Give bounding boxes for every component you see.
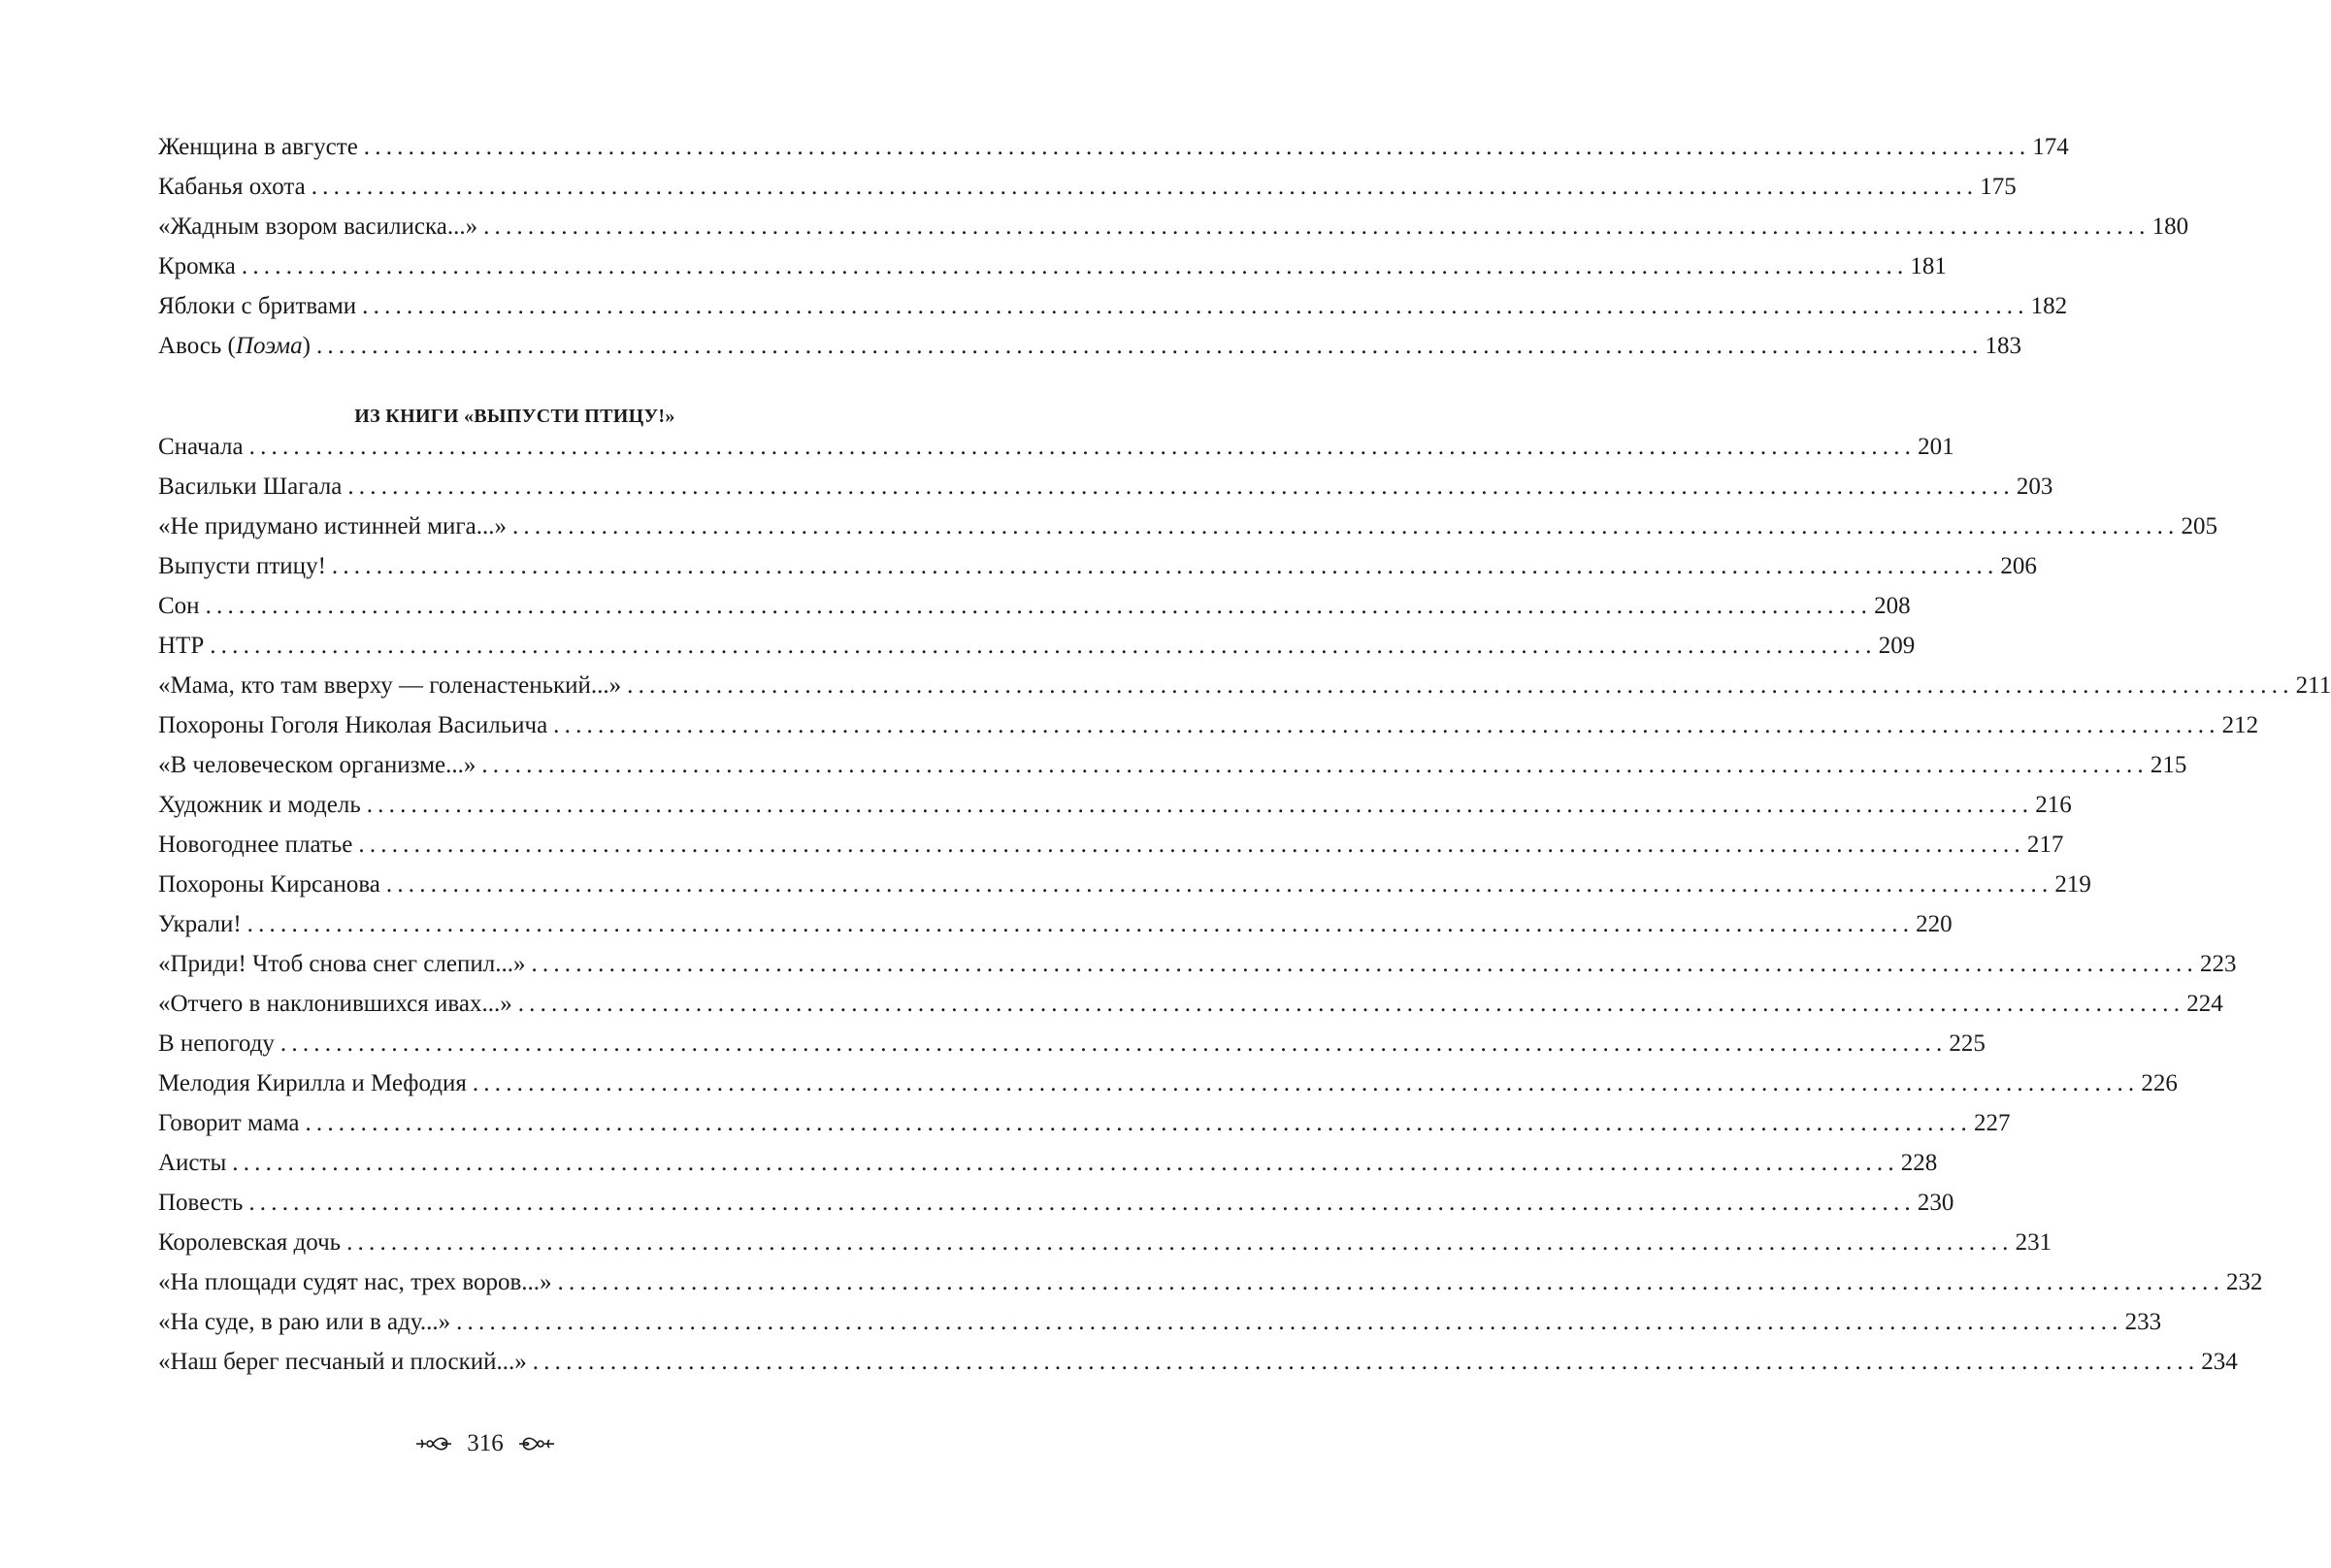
- toc-entry-page: 231: [2015, 1229, 2052, 1256]
- toc-entry-title: Женщина в августе: [158, 134, 358, 160]
- dot-leader: ......................................................................................................................................................: [347, 474, 2015, 500]
- dot-leader: ......................................................................................................................................................: [358, 832, 2025, 858]
- dot-leader: ......................................................................................................................................................: [456, 1309, 2123, 1335]
- toc-entry: [158, 904, 1953, 944]
- toc-entry-page: 216: [2035, 792, 2072, 818]
- toc-entry: [158, 1063, 2178, 1103]
- toc-entry-title: «Не придумано истинней мига...»: [158, 513, 507, 539]
- dot-leader: ......................................................................................................................................................: [248, 434, 1917, 460]
- toc-entry-page: 180: [2151, 213, 2189, 240]
- toc-entry-page: 205: [2181, 513, 2217, 539]
- toc-entry: [158, 586, 1911, 626]
- toc-entry: [158, 506, 2217, 546]
- toc-entry: [158, 167, 2017, 207]
- dot-leader: ......................................................................................................................................................: [385, 871, 2053, 898]
- toc-entry-page: 182: [2030, 293, 2068, 319]
- dot-leader: ......................................................................................................................................................: [362, 293, 2029, 319]
- toc-entry-page: 203: [2016, 474, 2053, 500]
- dot-leader: ......................................................................................................................................................: [531, 951, 2198, 977]
- toc-entry: [158, 207, 2189, 246]
- toc-entry-page: 224: [2186, 991, 2223, 1017]
- dot-leader: ......................................................................................................................................................: [483, 213, 2150, 240]
- toc-entry: [158, 865, 2091, 904]
- toc-entry-page: 175: [1980, 174, 2017, 200]
- dot-leader: ......................................................................................................................................................: [481, 752, 2149, 778]
- toc-entry: [158, 1302, 2162, 1342]
- toc-entry-page: 215: [2150, 752, 2187, 778]
- toc-entry-title: Королевская дочь: [158, 1229, 342, 1256]
- dot-leader: ......................................................................................................................................................: [346, 1229, 2014, 1256]
- ornament-flourish-right-icon: [517, 1433, 556, 1454]
- toc-entry: [158, 326, 2021, 366]
- toc-entry-page: 233: [2124, 1309, 2162, 1335]
- dot-leader: ......................................................................................................................................................: [205, 593, 1873, 619]
- toc-entry-page: 230: [1917, 1190, 1954, 1216]
- page-footer: [0, 1430, 970, 1457]
- dot-leader: ......................................................................................................................................................: [472, 1070, 2140, 1096]
- dot-leader: ......................................................................................................................................................: [279, 1030, 1948, 1057]
- toc-entry-page: 232: [2226, 1269, 2263, 1295]
- toc-entry-page: 219: [2054, 871, 2091, 898]
- dot-leader: ......................................................................................................................................................: [517, 991, 2185, 1017]
- toc-entry-title: Авось (Поэма): [158, 333, 311, 359]
- toc-list-section: [158, 427, 2331, 1382]
- toc-entry-title: Новогоднее платье: [158, 832, 353, 858]
- toc-entry-page: 212: [2221, 712, 2259, 738]
- toc-entry-page: 206: [2000, 553, 2037, 579]
- dot-leader: ......................................................................................................................................................: [305, 1110, 1972, 1136]
- dot-leader: ......................................................................................................................................................: [366, 792, 2034, 818]
- toc-entry-title: «На площади судят нас, трех воров...»: [158, 1269, 552, 1295]
- toc-entry-title: В непогоду: [158, 1030, 275, 1057]
- toc-entry-title: «Жадным взором василиска...»: [158, 213, 478, 240]
- toc-entry: [158, 825, 2064, 865]
- toc-entry: [158, 1103, 2011, 1143]
- toc-entry-title: Украли!: [158, 911, 242, 937]
- dot-leader: ......................................................................................................................................................: [363, 134, 2031, 160]
- toc-entry-page: 174: [2032, 134, 2069, 160]
- toc-entry-page: 208: [1874, 593, 1911, 619]
- dot-leader: ......................................................................................................................................................: [511, 513, 2180, 539]
- toc-entry-title: Сначала: [158, 434, 244, 460]
- toc-list-top: [158, 127, 2189, 366]
- toc-entry: [158, 467, 2053, 506]
- toc-entry: [158, 546, 2037, 586]
- dot-leader: ......................................................................................................................................................: [627, 672, 2294, 699]
- dot-leader: ......................................................................................................................................................: [210, 633, 1877, 659]
- toc-entry-title: Кабанья охота: [158, 174, 306, 200]
- dot-leader: ......................................................................................................................................................: [557, 1269, 2225, 1295]
- toc-entry-title: Аисты: [158, 1150, 227, 1176]
- dot-leader: ......................................................................................................................................................: [532, 1349, 2200, 1375]
- toc-entry: [158, 1024, 1986, 1063]
- toc-entry: [158, 666, 2331, 705]
- toc-entry-page: 181: [1910, 253, 1947, 279]
- toc-entry-title: Выпусти птицу!: [158, 553, 326, 579]
- toc-entry-page: 225: [1949, 1030, 1986, 1057]
- toc-entry-page: 220: [1916, 911, 1953, 937]
- toc-entry-page: 228: [1900, 1150, 1938, 1176]
- toc-entry-title: Художник и модель: [158, 792, 361, 818]
- toc-entry-title: Говорит мама: [158, 1110, 300, 1136]
- toc-entry-title: «Приди! Чтоб снова снег слепил...»: [158, 951, 526, 977]
- toc-entry-title: «В человеческом организме...»: [158, 752, 476, 778]
- toc-entry: [158, 286, 2068, 326]
- toc-entry-title: Сон: [158, 593, 200, 619]
- toc-entry-title: «Мама, кто там вверху — голенастенький...»: [158, 672, 622, 699]
- toc-entry-page: 211: [2295, 672, 2331, 699]
- toc-entry-page: 217: [2026, 832, 2064, 858]
- toc-entry: [158, 127, 2069, 167]
- toc-entry-page: 223: [2199, 951, 2237, 977]
- toc-entry-page: 234: [2201, 1349, 2238, 1375]
- toc-entry-title-italic: Поэма: [235, 333, 303, 359]
- toc-entry: [158, 1342, 2238, 1382]
- toc-entry: [158, 1262, 2263, 1302]
- toc-entry-title: «На суде, в раю или в аду...»: [158, 1309, 451, 1335]
- dot-leader: ......................................................................................................................................................: [248, 1190, 1916, 1216]
- toc-entry-title: Кромка: [158, 253, 236, 279]
- toc-entry-title: «Отчего в наклонившихся ивах...»: [158, 991, 512, 1017]
- toc-entry: [158, 626, 1916, 666]
- toc-entry-title: «Наш берег песчаный и плоский...»: [158, 1349, 527, 1375]
- dot-leader: ......................................................................................................................................................: [553, 712, 2220, 738]
- toc-entry-title: НТР: [158, 633, 205, 659]
- toc-entry-page: 183: [1985, 333, 2021, 359]
- toc-entry-title: Повесть: [158, 1190, 244, 1216]
- toc-entry: [158, 984, 2223, 1024]
- section-heading: ИЗ КНИГИ «ВЫПУСТИ ПТИЦУ!»: [354, 406, 675, 427]
- toc-entry: [158, 1223, 2052, 1262]
- toc-entry-title: Мелодия Кирилла и Мефодия: [158, 1070, 467, 1096]
- toc-entry-page: 201: [1918, 434, 1954, 460]
- toc-entry: [158, 745, 2187, 785]
- dot-leader: ......................................................................................................................................................: [311, 174, 1979, 200]
- toc-entry-title: Васильки Шагала: [158, 474, 343, 500]
- toc-entry: [158, 1183, 1954, 1223]
- toc-entry: [158, 427, 1954, 467]
- toc-entry: [158, 944, 2237, 984]
- dot-leader: ......................................................................................................................................................: [246, 911, 1915, 937]
- toc-entry: [158, 785, 2072, 825]
- toc-entry-page: 227: [1973, 1110, 2011, 1136]
- toc-entry-page: 226: [2141, 1070, 2178, 1096]
- toc-entry-title: Похороны Кирсанова: [158, 871, 380, 898]
- toc-entry: [158, 1143, 1938, 1183]
- ornament-flourish-left-icon: [414, 1433, 453, 1454]
- dot-leader: ......................................................................................................................................................: [331, 553, 1999, 579]
- toc-entry: [158, 246, 1947, 286]
- toc-entry: [158, 705, 2259, 745]
- toc-entry-page: 209: [1878, 633, 1916, 659]
- dot-leader: ......................................................................................................................................................: [232, 1150, 1899, 1176]
- dot-leader: ......................................................................................................................................................: [315, 333, 1984, 359]
- page-number: 316: [467, 1430, 504, 1456]
- dot-leader: ......................................................................................................................................................: [241, 253, 1909, 279]
- toc-entry-title: Похороны Гоголя Николая Васильича: [158, 712, 548, 738]
- toc-entry-title: Яблоки с бритвами: [158, 293, 357, 319]
